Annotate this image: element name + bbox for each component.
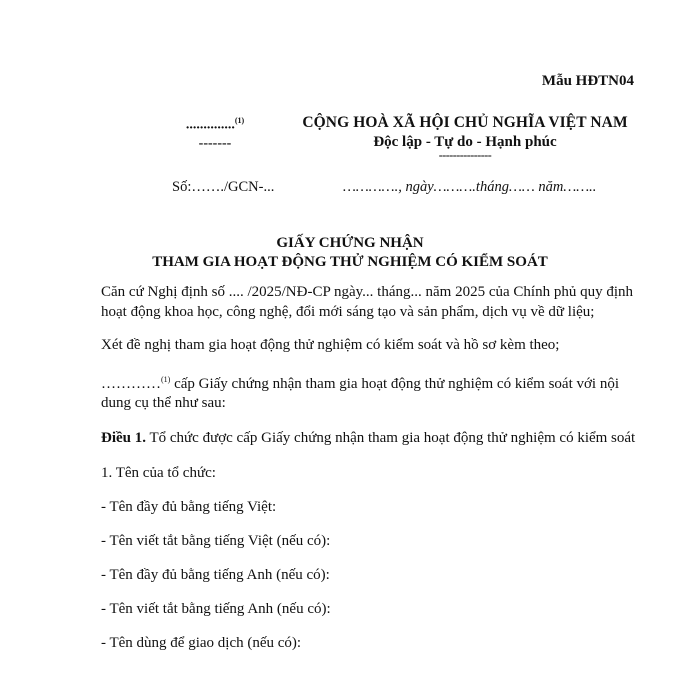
issuing-agency [160, 116, 270, 134]
motto-divider: --------------- [438, 148, 492, 162]
document-title [0, 234, 700, 272]
list-item: - Tên viết tắt bằng tiếng Việt (nếu có): [101, 533, 331, 549]
article-1-label: Điều 1. [101, 429, 146, 446]
list-item: - Tên đầy đủ bằng tiếng Việt: [101, 499, 277, 515]
title-line-1: GIẤY CHỨNG NHẬN [276, 235, 424, 251]
legal-basis-paragraph: Căn cứ Nghị định số .... /2025/NĐ-CP ngày... tháng... năm 2025 của Chính phủ quy định hoạt động khoa học, công nghệ, đổi mới sáng tạo và sản phẩm, dịch vụ về dữ liệu; [101, 284, 633, 320]
title-line-2: THAM GIA HOẠT ĐỘNG THỬ NGHIỆM CÓ KIỂM SOÁT [152, 254, 548, 270]
issuance-text: cấp Giấy chứng nhận tham gia hoạt động thử nghiệm có kiểm soát với nội dung cụ thể như sau: [101, 375, 620, 411]
form-code: Mẫu HĐTN04 [541, 73, 634, 89]
place-date-line: …………., ngày……….tháng…… năm…….. [343, 179, 597, 195]
national-header [300, 114, 630, 163]
consideration-paragraph: Xét đề nghị tham gia hoạt động thử nghiệm có kiểm soát và hồ sơ kèm theo; [101, 337, 560, 353]
agency-placeholder: .............. [185, 117, 235, 133]
issuer-placeholder: ………… [101, 375, 161, 392]
agency-footnote-marker: (1) [234, 116, 245, 125]
document-number: Số:……./GCN-... [172, 179, 275, 195]
article-1 [101, 429, 636, 449]
nation-title: CỘNG HOÀ XÃ HỘI CHỦ NGHĨA VIỆT NAM [302, 114, 628, 131]
agency-divider: ------- [198, 135, 232, 151]
list-item: - Tên viết tắt bằng tiếng Anh (nếu có): [101, 601, 331, 617]
list-item: - Tên dùng để giao dịch (nếu có): [101, 635, 302, 651]
issuance-paragraph [101, 370, 636, 414]
document-body [101, 283, 636, 668]
motto: Độc lập - Tự do - Hạnh phúc [373, 134, 557, 150]
issuer-footnote-marker: (1) [161, 374, 171, 384]
issuing-agency-block [160, 116, 270, 152]
section-1-heading: 1. Tên của tổ chức: [101, 465, 216, 481]
article-1-text: Tổ chức được cấp Giấy chứng nhận tham gia hoạt động thử nghiệm có kiểm soát [146, 429, 636, 446]
list-item: - Tên đầy đủ bằng tiếng Anh (nếu có): [101, 567, 330, 583]
